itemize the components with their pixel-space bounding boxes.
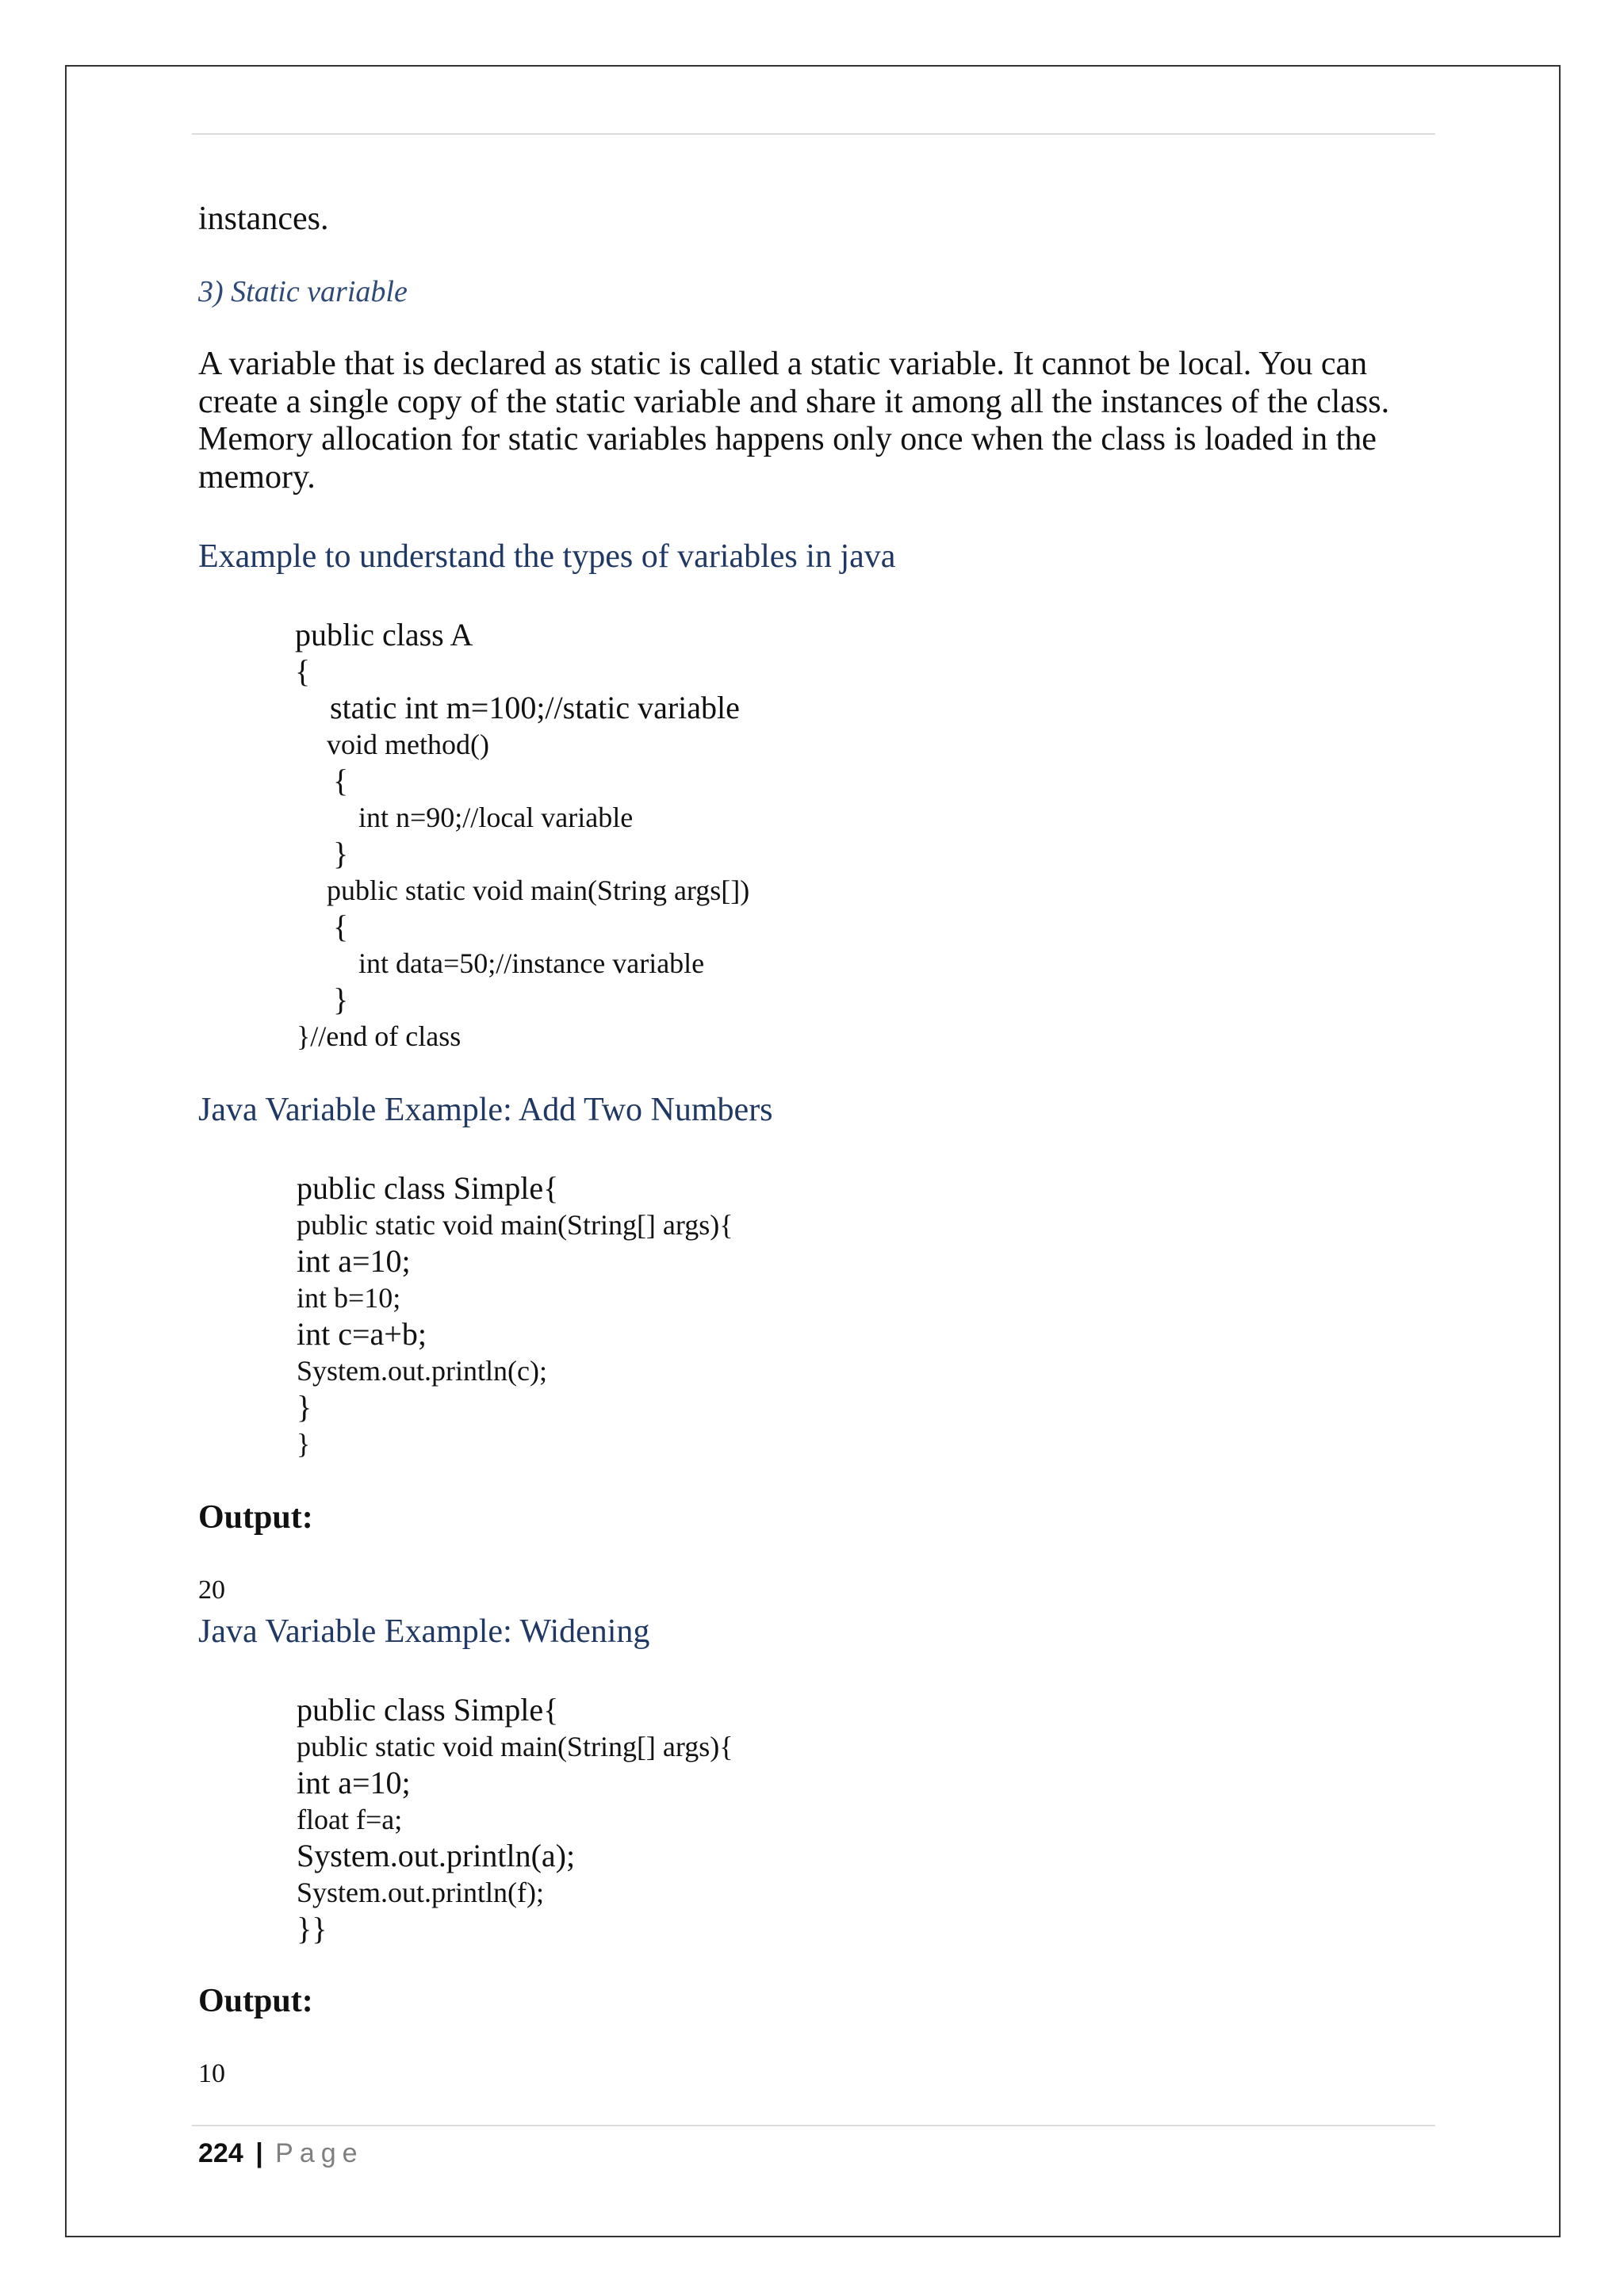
header-rule <box>192 133 1435 135</box>
code-text: } <box>333 982 349 1017</box>
code-line <box>0 690 952 726</box>
code-text: System.out.println(c); <box>297 1355 547 1387</box>
output-label: Output: <box>198 1983 313 2019</box>
code-text: public class Simple{ <box>297 1170 559 1206</box>
code-text: int a=10; <box>297 1243 411 1279</box>
code-text: { <box>295 653 311 689</box>
code-line <box>0 1353 952 1389</box>
code-text: { <box>333 763 349 798</box>
page-footer <box>198 2137 364 2169</box>
code-text: public class Simple{ <box>297 1692 559 1728</box>
code-line <box>0 763 952 799</box>
static-variable-paragraph <box>198 346 1435 496</box>
output-value: 10 <box>198 2059 225 2088</box>
heading-widening: Java Variable Example: Widening <box>198 1613 650 1650</box>
intro-fragment: instances. <box>198 201 329 237</box>
heading-add-two-numbers: Java Variable Example: Add Two Numbers <box>198 1092 773 1128</box>
code-text: static int m=100;//static variable <box>330 690 740 725</box>
code-line <box>0 1207 952 1243</box>
output-label: Output: <box>198 1499 313 1536</box>
code-line <box>0 1801 952 1838</box>
code-text: int b=10; <box>297 1282 401 1314</box>
code-text: int data=50;//instance variable <box>358 947 705 979</box>
code-line <box>0 1692 952 1728</box>
footer-separator: | <box>255 2138 263 2168</box>
page-label: Page <box>275 2138 364 2168</box>
code-text: } <box>297 1389 312 1425</box>
code-text: int n=90;//local variable <box>358 802 634 833</box>
code-line <box>0 1316 952 1353</box>
paragraph-line: Memory allocation for static variables happens only once when the class is loaded in the <box>198 421 1377 457</box>
code-line <box>0 1425 952 1462</box>
page-number: 224 <box>198 2138 243 2168</box>
paragraph-line: create a single copy of the static variable and share it among all the instances of the class. <box>198 383 1390 420</box>
code-text: public static void main(String args[]) <box>327 874 750 906</box>
code-line <box>0 1389 952 1425</box>
code-line <box>0 799 952 836</box>
code-text: } <box>297 1428 311 1460</box>
paragraph-line: A variable that is declared as static is called a static variable. It cannot be local. You can <box>198 346 1368 382</box>
code-line <box>0 1170 952 1207</box>
code-line <box>0 617 952 653</box>
code-text: void method() <box>327 729 489 760</box>
code-line <box>0 1874 952 1911</box>
code-line <box>0 872 952 909</box>
code-line <box>0 1243 952 1280</box>
code-line <box>0 1728 952 1765</box>
code-text: }} <box>297 1911 327 1946</box>
code-line <box>0 1765 952 1801</box>
heading-types-of-variables: Example to understand the types of variables in java <box>198 538 896 575</box>
code-text: } <box>333 836 349 871</box>
code-line <box>0 1838 952 1874</box>
code-line <box>0 726 952 763</box>
code-line <box>0 1018 952 1054</box>
code-line <box>0 909 952 945</box>
code-text: }//end of class <box>297 1020 462 1052</box>
footer-rule <box>192 2125 1435 2126</box>
code-text: int a=10; <box>297 1765 411 1800</box>
code-line <box>0 982 952 1018</box>
code-text: { <box>333 909 349 944</box>
code-line <box>0 836 952 872</box>
code-text: public static void main(String[] args){ <box>297 1209 733 1241</box>
code-text: public static void main(String[] args){ <box>297 1731 733 1762</box>
code-line <box>0 1280 952 1316</box>
paragraph-line: memory. <box>198 458 316 496</box>
code-text: float f=a; <box>297 1804 403 1835</box>
code-line <box>0 945 952 982</box>
code-text: System.out.println(a); <box>297 1838 576 1873</box>
code-text: System.out.println(f); <box>297 1877 544 1908</box>
section-heading-static-variable: 3) Static variable <box>198 275 408 308</box>
code-text: int c=a+b; <box>297 1316 427 1352</box>
code-text: public class A <box>295 617 473 652</box>
code-line <box>0 653 952 690</box>
code-line <box>0 1911 952 1947</box>
output-value: 20 <box>198 1575 225 1605</box>
